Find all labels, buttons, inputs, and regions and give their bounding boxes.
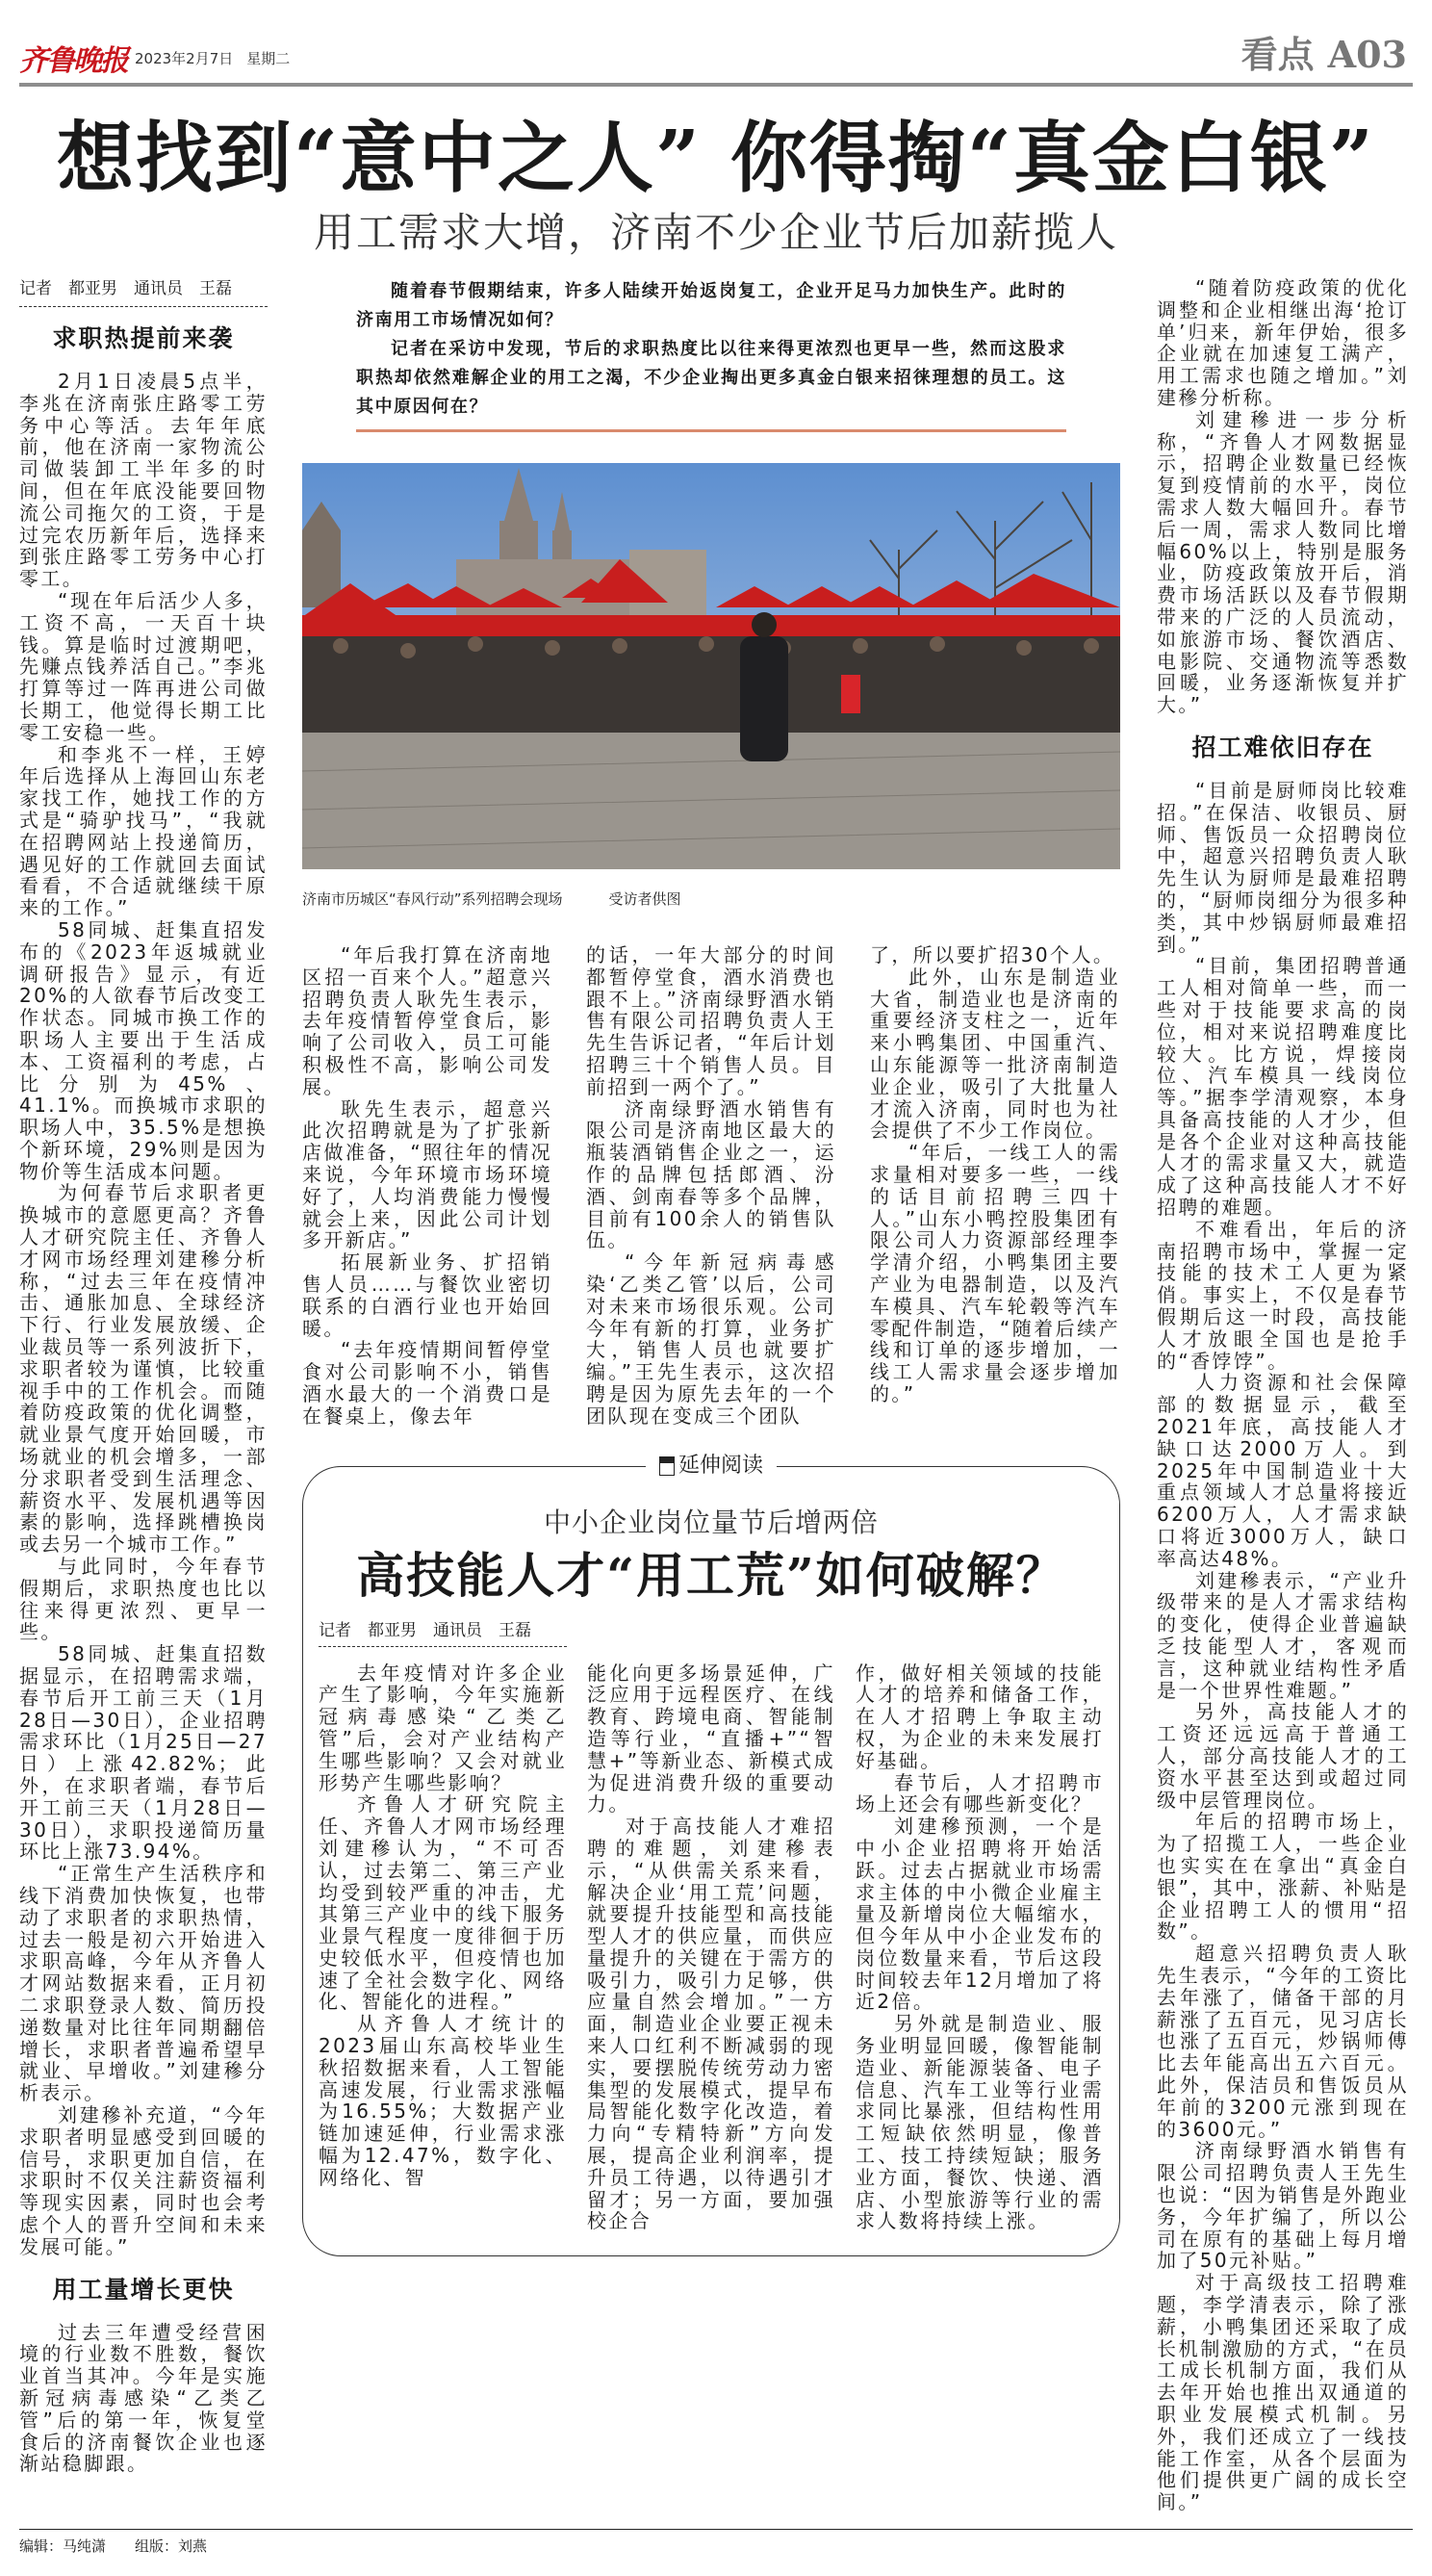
masthead-rule — [19, 83, 1413, 87]
paragraph: “年后我打算在济南地区招一百来个人。”超意兴招聘负责人耿先生表示，去年疫情暂停堂食后，影响了公司收入，员工可能积极性不高，影响公司发展。 — [302, 943, 552, 1098]
paragraph: 齐鲁人才研究院主任、齐鲁人才网市场经理刘建穇认为，“不可否认，过去第二、第三产业均受到较严重的冲击，尤其第三产业中的线下服务业景气程度一度徘徊于历史较低水平，但疫情也加速了全社会数字化、网络化、智能化的进程。” — [319, 1792, 567, 2014]
paragraph: 2月1日凌晨5点半，李兆在济南张庄路零工劳务中心等活。去年年底前，他在济南一家物流公司做装卸工半年多的时间，但在年底没能要回物流公司拖欠的工资，于是过完农历新年后，选择来到张庄路零工劳务中心打零工。 — [19, 370, 268, 591]
page-body — [19, 277, 1413, 2513]
paragraph: 另外就是制造业、服务业明显回暖，像智能制造业、新能源装备、电子信息、汽车工业等行业需求同比暴涨，但结构性用工短缺依然明显，像普工、技工持续短缺；服务业方面，餐饮、快递、酒店、小型旅游等行业的需求人数将持续上涨。 — [856, 2012, 1104, 2233]
paragraph: 58同城、赶集直招数据显示，在招聘需求端，春节后开工前三天（1月28日—30日），企业招聘需求环比（1月25日—27日）上涨42.82%；此外，在求职者端，春节后开工前三天（1月28日—30日），求职投递简历量环比上涨73.94%。 — [19, 1642, 268, 1864]
middle-section — [302, 277, 1120, 2256]
paragraph: 不难看出，年后的济南招聘市场中，掌握一定技能的技术工人更为紧俏。事实上，不仅是春节假期后这一时段，高技能人才放眼全国也是抢手的“香饽饽”。 — [1157, 1217, 1409, 1373]
paragraph: 为何春节后求职者更换城市的意愿更高？齐鲁人才研究院主任、齐鲁人才网市场经理刘建穇分析称，“过去三年在疫情冲击、通胀加息、全球经济下行、行业发展放缓、企业裁员等一系列波折下，求职者较为谨慎，比较重视手中的工作机会。而随着防疫政策的优化调整，就业景气度开始回暖，市场就业的机会增多，一部分求职者受到生活理念、薪资水平、发展机遇等因素的影响，选择跳槽换岗或去另一个城市工作。” — [19, 1181, 268, 1557]
box-icon — [659, 1456, 675, 1476]
photo-credit: 受访者供图 — [608, 890, 681, 908]
intro-paragraph: 随着春节假期结束，许多人陆续开始返岗复工，企业开足马力加快生产。此时的济南用工市场情况如何？ — [356, 281, 1066, 330]
box-subtitle: 中小企业岗位量节后增两倍 — [543, 1506, 879, 1538]
paragraph: 从齐鲁人才统计的2023届山东高校毕业生秋招数据来看，人工智能高速发展，行业需求涨幅为16.55%；大数据产业链加速延伸，行业需求涨幅为12.47%，数字化、网络化、智 — [319, 2012, 567, 2189]
paragraph: “现在年后活少人多，工资不高，一天百十块钱。算是临时过渡期吧，先赚点钱养活自己。”李兆打算等过一阵再进公司做长期工，他觉得长期工比零工安稳一些。 — [19, 588, 268, 744]
footer-credits — [19, 2529, 1413, 2576]
paragraph: “目前，集团招聘普通工人相对简单一些，而一些对于技能要求高的岗位，相对来说招聘难度比较大。比方说，焊接岗位、汽车模具一线岗位等。”据李学清观察，本身具备高技能的人才少，但是各个企业对这种高技能人才的需求量又大，就造成了这种高技能人才不好招聘的难题。 — [1157, 954, 1409, 1220]
box-column — [856, 1662, 1104, 2233]
paragraph: 58同城、赶集直招发布的《2023年返城就业调研报告》显示，有近20%的人欲春节后改变工作状态。同城市换工作的职场人主要出于生活成本、工资福利的考虑，占比分别为45%、41.1%。而换城市求职的职场人中，35.5%是想换个新环境，29%则是因为物价等生活成本问题。 — [19, 917, 268, 1183]
label-text: 延伸阅读 — [678, 1453, 764, 1478]
box-column — [319, 1662, 567, 2233]
paragraph: “今年新冠病毒感染‘乙类乙管’以后，公司对未来市场很乐观。公司今年有新的打算，业务扩大，销售人员也就要扩编。”王先生表示，这次招聘是因为原先去年的一个团队现在变成三个团队 — [586, 1250, 836, 1428]
intro-divider — [356, 429, 1066, 432]
paragraph: 春节后，人才招聘市场上还会有哪些新变化？ — [856, 1770, 1104, 1816]
paragraph: 了，所以要扩招30个人。 — [870, 943, 1115, 966]
paragraph: 耿先生表示，超意兴此次招聘就是为了扩张新店做准备，“照往年的情况来说，今年环境市场环境好了，人均消费能力慢慢就会上来，因此公司计划多开新店。” — [302, 1096, 552, 1252]
paragraph: “年后，一线工人的需求量相对要多一些，一线的话目前招聘三四十人。”山东小鸭控股集团有限公司人力资源部经理李学清介绍，小鸭集团主要产业为电器制造，以及汽车模具、汽车轮毂等汽车零配件制造，“随着后续产线和订单的逐步增加，一线工人需求量会逐步增加的。” — [870, 1141, 1120, 1405]
paragraph: 与此同时，今年春节假期后，求职热度也比以往来得更浓烈、更早一些。 — [19, 1555, 268, 1644]
headline: 想找到“意中之人” 你得掏“真金白银” — [57, 113, 1375, 203]
right-column — [1157, 277, 1409, 2513]
article-column — [1157, 277, 1409, 2513]
page-number: A03 — [1327, 33, 1407, 76]
paragraph: 过去三年遭受经营困境的行业数不胜数，餐饮业首当其冲。今年是实施新冠病毒感染“乙类乙管”后的第一年，恢复堂食后的济南餐饮企业也逐渐站稳脚跟。 — [19, 2320, 268, 2476]
paragraph: 去年疫情对许多企业产生了影响，今年实施新冠病毒感染“乙类乙管”后，会对产业结构产生哪些影响？又会对就业形势产生哪些影响？ — [319, 1661, 567, 1794]
paragraph: 超意兴招聘负责人耿先生表示，“今年的工资比去年涨了，储备干部的月薪涨了五百元，见习店长也涨了五百元，炒锅师傅比去年能高出五六百元。此外，保洁员和售饭员从年前的3200元涨到现在的3600元。” — [1157, 1942, 1409, 2141]
section-heading: 招工难依旧存在 — [1191, 733, 1374, 761]
page-section — [1241, 33, 1407, 77]
article-column — [302, 944, 552, 1428]
paragraph: 刘建穇进一步分析称，“齐鲁人才网数据显示，招聘企业数量已经恢复到疫情前的水平，岗位需求人数大幅回升。春节后一周，需求人数同比增幅60%以上，特别是服务业，防疫政策放开后，消费市场活跃以及春节假期带来的广泛的人员流动，如旅游市场、餐饮酒店、电影院、交通物流等悉数回暖，业务逐渐恢复并扩大。” — [1157, 407, 1409, 717]
paragraph: 另外，高技能人才的工资还远远高于普通工人，部分高技能人才的工资水平甚至达到或超过同级中层管理岗位。 — [1157, 1700, 1409, 1812]
box-byline: 记者 都亚男 通讯员 王磊 — [319, 1619, 567, 1647]
paragraph: 刘建穇预测，一个是中小企业招聘将开始活跃。过去占据就业市场需求主体的中小微企业雇主量及新增岗位大幅缩水，但今年从中小企业发布的岗位数量来看，节后这段时间较去年12月增加了将近2倍。 — [856, 1815, 1104, 2014]
editor-credit: 编辑：马纯潇 — [19, 2537, 107, 2555]
lead-paragraph — [356, 277, 1066, 422]
weekday-text: 星期二 — [246, 50, 291, 67]
article-column — [19, 324, 268, 2475]
paragraph: “随着防疫政策的优化调整和企业相继出海‘抢订单’归来，新年伊始，很多企业就在加速复工满产，用工需求也随之增加。”刘建穇分析称。 — [1157, 276, 1409, 409]
left-column — [19, 277, 268, 2475]
box-columns — [319, 1662, 1104, 2233]
paragraph: 人力资源和社会保障部的数据显示，截至2021年底，高技能人才缺口达2000万人。到2025年中国制造业十大重点领域人才总量将接近6200万人，人才需求缺口将近3000万人，缺口率高达48%。 — [1157, 1371, 1409, 1570]
paragraph: 年后的招聘市场上，为了招揽工人，一些企业也实实在在拿出“真金白银”，其中，涨薪、补贴是企业招聘工人的惯用“招数”。 — [1157, 1810, 1409, 1944]
paragraph: 能化向更多场景延伸，广泛应用于远程医疗、在线教育、跨境电商、智能制造等行业，“直播+”“智慧+”等新业态、新模式成为促进消费升级的重要动力。 — [587, 1661, 835, 1816]
paragraph: 拓展新业务、扩招销售人员……与餐饮业密切联系的白酒行业也开始回暖。 — [302, 1250, 552, 1340]
related-reading-label — [646, 1453, 777, 1480]
job-fair-photo — [302, 463, 1120, 869]
paragraph: 对于高技能人才难招聘的难题，刘建穇表示，“从供需关系来看，解决企业‘用工荒’问题，就要提升技能型和高技能型人才的供应量，而供应量提升的关键在于需方的吸引力，吸引力足够，供应量自然会增加。”一方面，制造业企业要正视未来人口红利不断减弱的现实，要摆脱传统劳动力密集型的发展模式，提早布局智能化数字化改造，着力向“专精特新”方向发展，提高企业利润率，提升员工待遇，以待遇引才留才；另一方面，要加强校企合 — [587, 1815, 835, 2233]
paragraph: “去年疫情期间暂停堂食对公司影响不小，销售酒水最大的一个消费口是在餐桌上，像去年 — [302, 1338, 552, 1428]
photo-caption — [302, 889, 1120, 910]
subheadline: 用工需求大增，济南不少企业节后加薪揽人 — [313, 209, 1118, 256]
paragraph: 的话，一年大部分的时间都暂停堂食，酒水消费也跟不上。”济南绿野酒水销售有限公司招聘负责人王先生告诉记者，“年后计划招聘三十个销售人员。目前招到一两个了。” — [586, 943, 836, 1098]
article-column — [586, 944, 836, 1428]
intro-paragraph: 记者在采访中发现，节后的求职热度比以往来得更浓烈也更早一些，然而这股求职热却依然难解企业的用工之渴，不少企业掏出更多真金白银来招徕理想的员工。这其中原因何在？ — [356, 339, 1066, 417]
paragraph: “正常生产生活秩序和线下消费加快恢复，也带动了求职者的求职热情，过去一般是初六开始进入求职高峰，今年从齐鲁人才网站数据来看，正月初二求职登录人数、简历投递数量对比往年同期翻倍增长，求职者普遍希望早就业、早增收。”刘建穇分析表示。 — [19, 1862, 268, 2105]
paragraph: 刘建穇补充道，“今年求职者明显感受到回暖的信号，求职更加自信，在求职时不仅关注薪资福利等现实因素，同时也会考虑个人的晋升空间和未来发展可能。” — [19, 2102, 268, 2258]
section-heading: 用工量增长更快 — [52, 2275, 235, 2304]
newspaper-logo: 齐鲁晚报 — [19, 44, 127, 78]
section-name: 看点 — [1240, 33, 1315, 76]
date-text: 2023年2月7日 — [135, 50, 234, 67]
paragraph: “目前是厨师岗比较难招。”在保洁、收银员、厨师、售饭员一众招聘岗位中，超意兴招聘负责人耿先生认为厨师是最难招聘的，“厨师岗细分为很多种类，其中炒锅厨师最难招到。” — [1157, 778, 1409, 956]
paragraph: 济南绿野酒水销售有限公司是济南地区最大的瓶装酒销售企业之一，运作的品牌包括郎酒、汾酒、剑南春等多个品牌，目前有100余人的销售队伍。 — [586, 1096, 836, 1252]
middle-columns — [302, 944, 1120, 1428]
paragraph: 济南绿野酒水销售有限公司招聘负责人王先生也说：“因为销售是外跑业务，今年扩编了，所以公司在原有的基础上每月增加了50元补贴。” — [1157, 2139, 1409, 2273]
masthead — [19, 0, 1413, 87]
related-reading-box — [302, 1453, 1120, 2257]
paragraph: 对于高级技工招聘难题，李学清表示，除了涨薪，小鸭集团还采取了成长机制激励的方式，“在员工成长机制方面，我们从去年开始也推出双通道的职业发展模式机制。另外，我们还成立了一线技能工作室，从各个层面为他们提供更广阔的成长空间。” — [1157, 2271, 1409, 2514]
paragraph: 和李兆不一样，王婷年后选择从上海回山东老家找工作，她找工作的方式是“骑驴找马”，“我就在招聘网站上投递简历，遇见好的工作就回去面试看看，不合适就继续干原来的工作。” — [19, 742, 268, 920]
box-headline: 高技能人才“用工荒”如何破解？ — [356, 1546, 1066, 1604]
section-heading: 求职热提前来袭 — [52, 324, 235, 352]
paragraph: 作，做好相关领域的技能人才的培养和储备工作，在人才招聘上争取主动权，为企业的未来发展打好基础。 — [856, 1661, 1104, 1772]
layout-credit: 组版：刘燕 — [135, 2537, 208, 2555]
box-column — [587, 1662, 835, 2233]
paragraph: 此外，山东是制造业大省，制造业也是济南的重要经济支柱之一，近年来小鸭集团、中国重汽、山东能源等一批济南制造业企业，吸引了大批量人才流入济南，同时也为社会提供了不少工作岗位。 — [870, 965, 1120, 1143]
issue-date — [135, 48, 303, 68]
article-column — [870, 944, 1120, 1428]
byline: 记者 都亚男 通讯员 王磊 — [19, 277, 268, 307]
paragraph: 刘建穇表示，“产业升级带来的是人才需求结构的变化，使得企业普遍缺乏技能型人才，客观而言，这种就业结构性矛盾是一个世界性难题。” — [1157, 1568, 1409, 1702]
caption-text: 济南市历城区“春风行动”系列招聘会现场 — [302, 890, 563, 908]
